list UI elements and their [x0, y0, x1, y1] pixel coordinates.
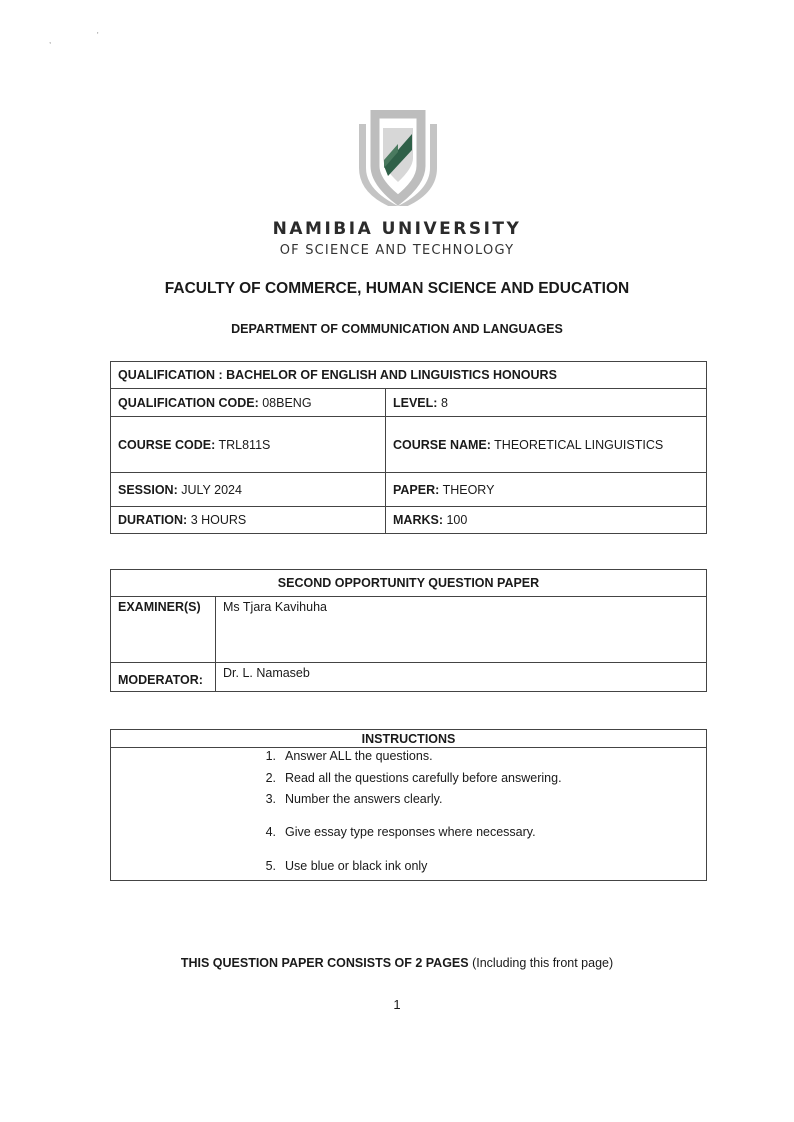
- item-number: 4.: [265, 825, 276, 839]
- session-cell: [111, 473, 386, 507]
- page-count-bold: THIS QUESTION PAPER CONSISTS OF 2 PAGES: [180, 956, 469, 970]
- duration-label: DURATION:: [118, 513, 188, 527]
- department-title: DEPARTMENT OF COMMUNICATION AND LANGUAGES: [231, 322, 563, 336]
- marks-cell: [386, 507, 707, 534]
- list-item: [251, 771, 562, 785]
- instructions-title: INSTRUCTIONS: [111, 730, 706, 748]
- item-text: Read all the questions carefully before answering.: [285, 771, 562, 785]
- list-item: [251, 825, 536, 839]
- duration-value: 3 HOURS: [190, 513, 247, 527]
- item-text: Give essay type responses where necessary.: [285, 825, 536, 839]
- qualification-label: QUALIFICATION :: [118, 368, 223, 382]
- item-number: 2.: [265, 771, 276, 785]
- course-name-value: THEORETICAL LINGUISTICS: [494, 437, 664, 452]
- course-name-cell: [386, 417, 707, 473]
- examiner-label: EXAMINER(S): [111, 597, 216, 663]
- examiner-value: Ms Tjara Kavihuha: [216, 597, 707, 663]
- duration-cell: [111, 507, 386, 534]
- item-text: Number the answers clearly.: [285, 792, 443, 806]
- course-code-label: COURSE CODE:: [118, 437, 216, 452]
- item-number: 3.: [265, 792, 276, 806]
- qualification-cell: [111, 362, 707, 389]
- session-value: JULY 2024: [181, 482, 242, 497]
- item-text: Use blue or black ink only: [285, 859, 428, 873]
- page-count-note: [0, 956, 794, 970]
- marks-label: MARKS:: [393, 513, 443, 527]
- university-logo: [355, 110, 441, 206]
- qualification-code-cell: [111, 389, 386, 417]
- qualification-value: BACHELOR OF ENGLISH AND LINGUISTICS HONOURS: [226, 368, 557, 382]
- item-number: 1.: [265, 749, 276, 763]
- page-number: 1: [393, 997, 401, 1012]
- qualification-code-value: 08BENG: [262, 395, 312, 410]
- university-subtitle: OF SCIENCE AND TECHNOLOGY: [279, 243, 515, 258]
- marks-value: 100: [446, 513, 468, 527]
- paper-cell: [386, 473, 707, 507]
- exam-panel-title: SECOND OPPORTUNITY QUESTION PAPER: [111, 570, 707, 597]
- qualification-code-label: QUALIFICATION CODE:: [118, 395, 259, 410]
- list-item: [251, 792, 442, 806]
- item-number: 5.: [265, 859, 276, 873]
- page-count-detail: (Including this front page): [472, 956, 614, 970]
- university-name: NAMIBIA UNIVERSITY: [272, 219, 522, 239]
- qualification-table: [110, 361, 707, 534]
- course-name-label: COURSE NAME:: [393, 437, 491, 452]
- faculty-title: FACULTY OF COMMERCE, HUMAN SCIENCE AND EDUCATION: [164, 280, 630, 297]
- list-item: [251, 749, 433, 763]
- course-code-cell: [111, 417, 386, 473]
- moderator-value: Dr. L. Namaseb: [216, 663, 707, 692]
- level-cell: [386, 389, 707, 417]
- moderator-label: MODERATOR:: [111, 663, 216, 692]
- list-item: [251, 859, 427, 873]
- course-code-value: TRL811S: [218, 437, 271, 452]
- paper-value: THEORY: [442, 482, 495, 497]
- scan-speck: ': [97, 31, 99, 40]
- session-label: SESSION:: [118, 482, 178, 497]
- exam-panel-table: [110, 569, 707, 692]
- scan-speck: ,: [49, 36, 52, 45]
- item-text: Answer ALL the questions.: [285, 749, 433, 763]
- level-value: 8: [440, 395, 448, 410]
- level-label: LEVEL:: [393, 395, 438, 410]
- instructions-box: [110, 729, 707, 881]
- paper-label: PAPER:: [393, 482, 440, 497]
